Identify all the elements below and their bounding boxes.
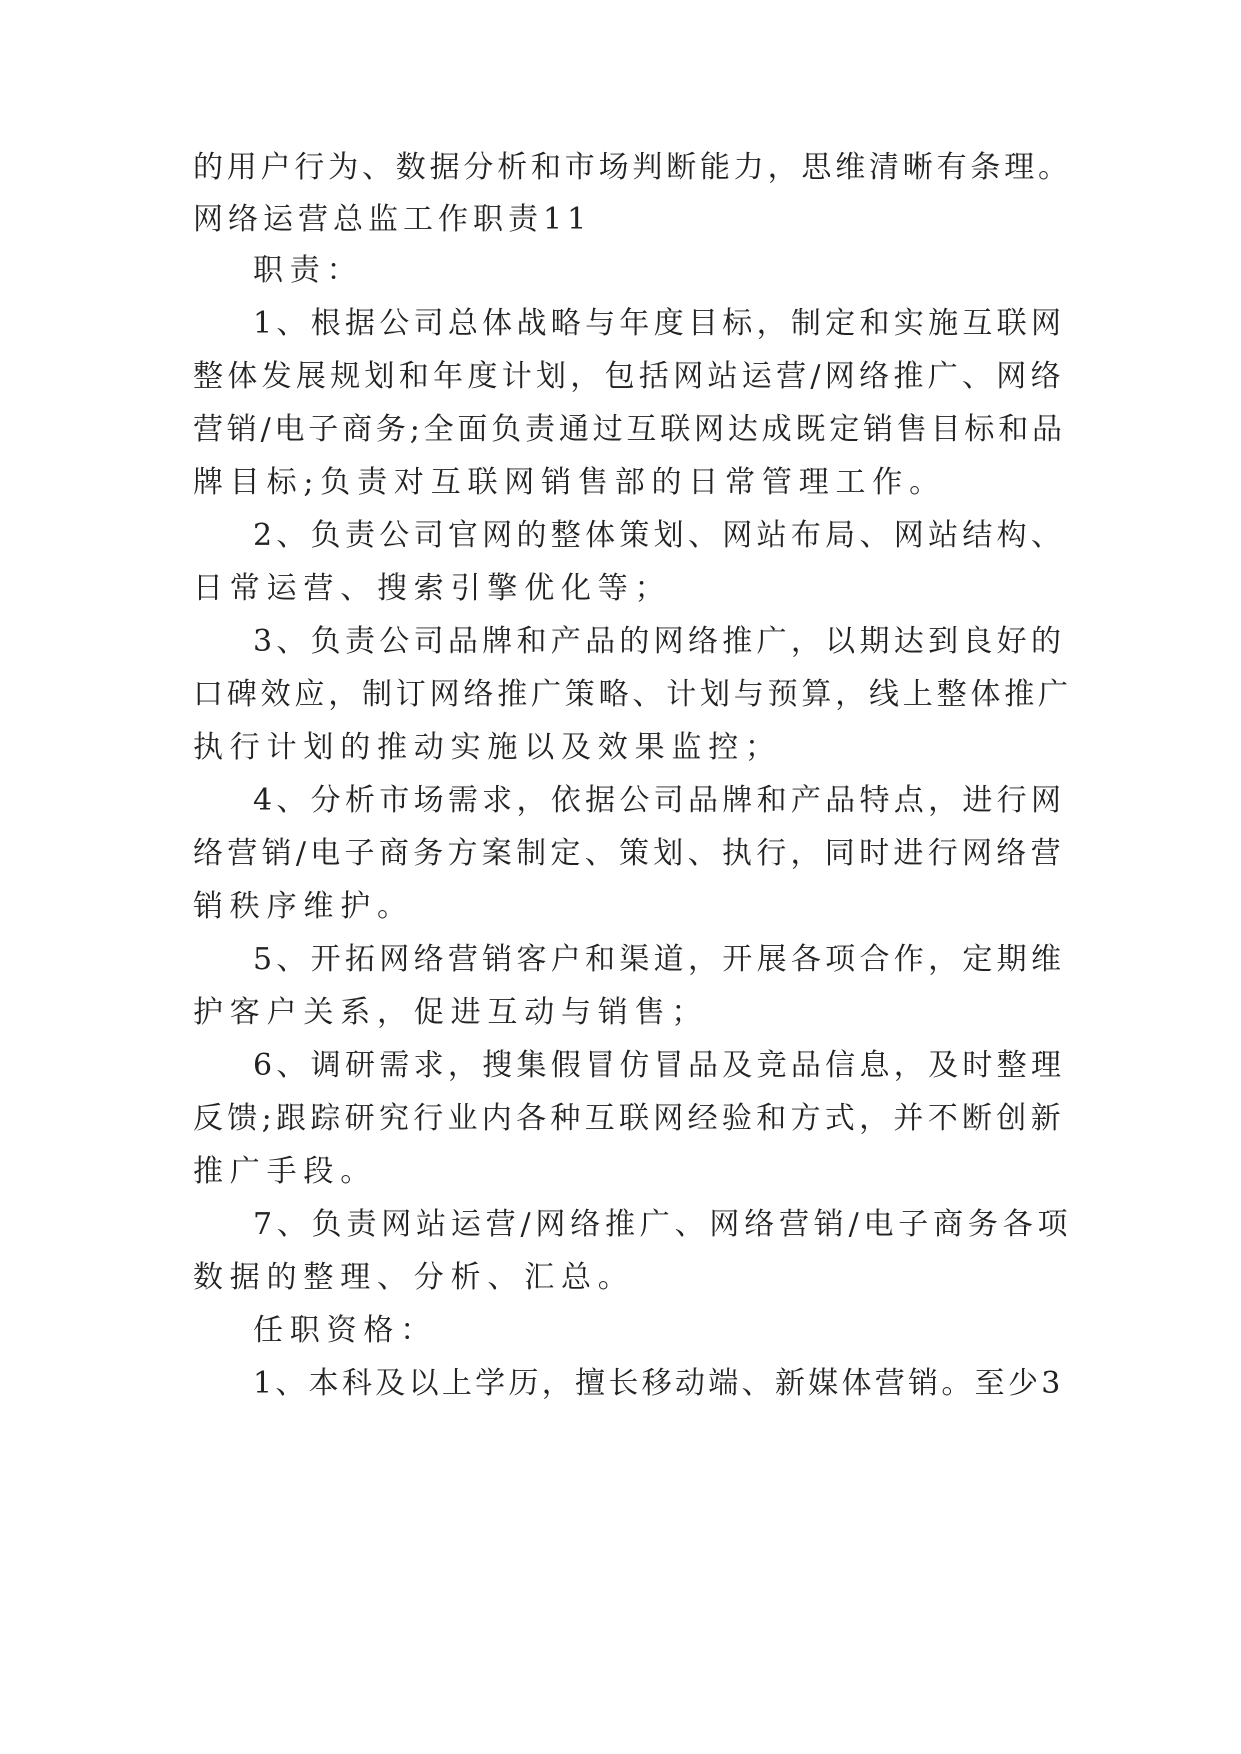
text-line: 5、开拓网络营销客户和渠道，开展各项合作，定期维	[253, 942, 1066, 977]
text-line: 反馈;跟踪研究行业内各种互联网经验和方式，并不断创新	[193, 1101, 1065, 1136]
section-heading: 网络运营总监工作职责11	[193, 202, 592, 237]
subheading-qualifications: 任职资格：	[253, 1313, 437, 1348]
text-line: 4、分析市场需求，依据公司品牌和产品特点，进行网	[253, 783, 1066, 818]
text-line: 络营销/电子商务方案制定、策划、执行，同时进行网络营	[193, 836, 1065, 871]
text-line: 口碑效应，制订网络推广策略、计划与预算，线上整体推广	[193, 677, 1072, 712]
text-line: 执行计划的推动实施以及效果监控；	[193, 730, 782, 765]
text-line: 1、本科及以上学历，擅长移动端、新媒体营销。至少3	[253, 1366, 1064, 1401]
text-line: 的用户行为、数据分析和市场判断能力，思维清晰有条理。	[193, 150, 1072, 185]
text-line: 牌目标;负责对互联网销售部的日常管理工作。	[193, 465, 946, 500]
text-line: 6、调研需求，搜集假冒仿冒品及竞品信息，及时整理	[253, 1048, 1066, 1083]
text-line: 3、负责公司品牌和产品的网络推广，以期达到良好的	[253, 624, 1066, 659]
text-line: 推广手段。	[193, 1154, 377, 1189]
text-line: 营销/电子商务;全面负责通过互联网达成既定销售目标和品	[193, 412, 1066, 447]
subheading-duties: 职责：	[253, 253, 364, 288]
text-line: 2、负责公司官网的整体策划、网站布局、网站结构、	[253, 518, 1066, 553]
text-line: 日常运营、搜索引擎优化等；	[193, 571, 672, 606]
text-line: 1、根据公司总体战略与年度目标，制定和实施互联网	[253, 306, 1066, 341]
text-line: 销秩序维护。	[193, 889, 414, 924]
text-line: 数据的整理、分析、汇总。	[193, 1260, 635, 1295]
text-line: 7、负责网站运营/网络推广、网络营销/电子商务各项	[253, 1207, 1073, 1242]
text-line: 整体发展规划和年度计划，包括网站运营/网络推广、网络	[193, 359, 1065, 394]
text-line: 护客户关系，促进互动与销售；	[193, 995, 709, 1030]
